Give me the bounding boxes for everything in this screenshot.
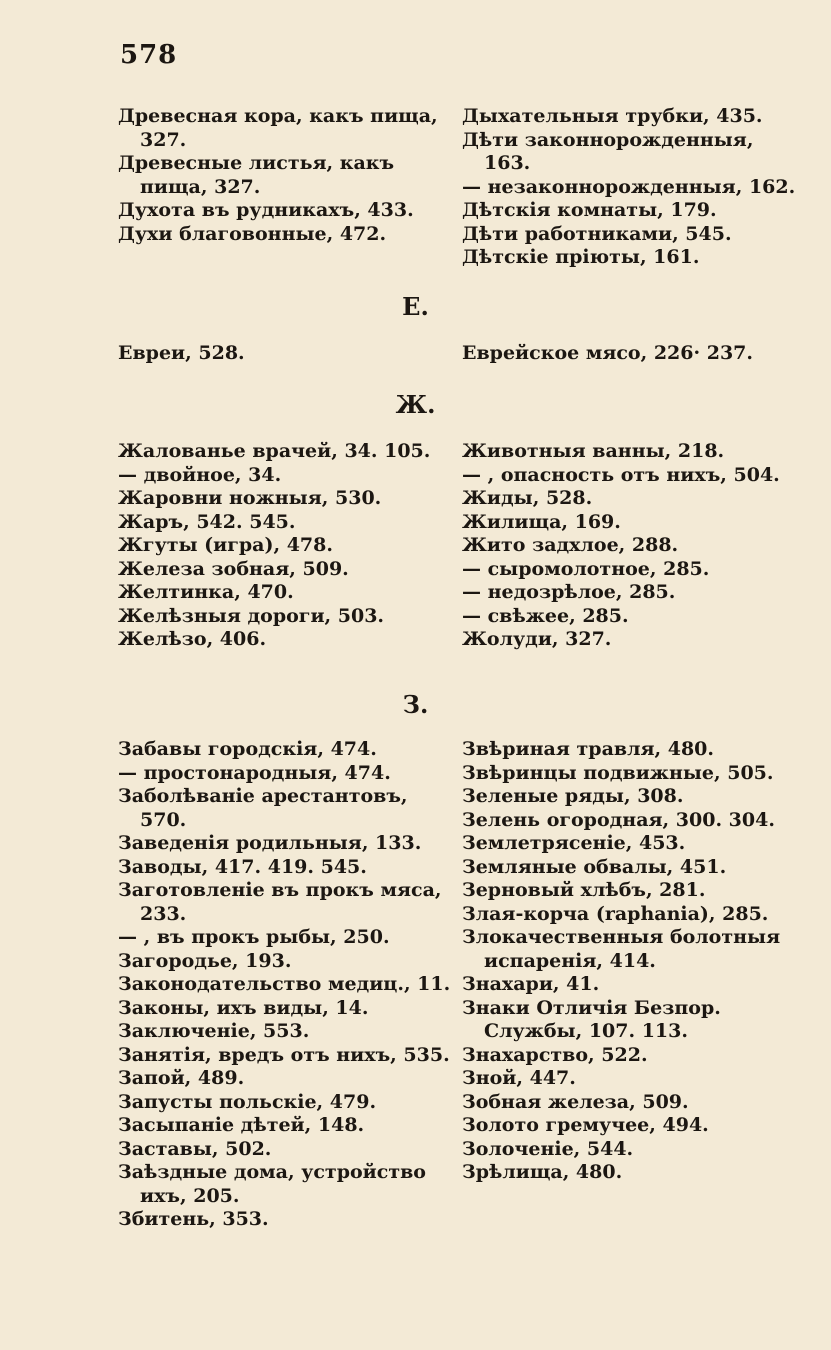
- index-entry: Заводы, 417. 419. 545.: [118, 855, 367, 878]
- index-entry: — свѣжее, 285.: [462, 604, 629, 627]
- index-entry: Зеленые ряды, 308.: [462, 785, 684, 807]
- index-entry: Жиды, 528.: [462, 487, 593, 509]
- index-entry: Земляные обвалы, 451.: [462, 855, 727, 878]
- index-entry: Заведенія родильныя, 133.: [118, 832, 422, 854]
- index-entry: Знаки Отличія Безпор. Службы, 107. 113.: [462, 996, 721, 1042]
- index-entry: Забавы городскія, 474.: [118, 738, 377, 760]
- index-entry: Зрѣлища, 480.: [462, 1161, 623, 1183]
- index-entry: Зной, 447.: [462, 1067, 576, 1089]
- index-entry: Законодательство медиц., 11.: [118, 973, 451, 995]
- index-entry: Желтинка, 470.: [118, 581, 294, 603]
- left-column: [118, 440, 453, 652]
- index-entry: Запусты польскіе, 479.: [118, 1090, 377, 1113]
- index-entry: Духи благовонные, 472.: [118, 222, 387, 245]
- index-entry: Законы, ихъ виды, 14.: [118, 996, 369, 1019]
- index-entry: Знахари, 41.: [462, 973, 600, 995]
- index-entry: Дыхательныя трубки, 435.: [462, 105, 763, 127]
- index-entry: Заставы, 502.: [118, 1137, 272, 1160]
- left-column: [118, 342, 453, 366]
- index-entry: — сыромолотное, 285.: [462, 557, 710, 580]
- index-entry: Золото гремучее, 494.: [462, 1114, 709, 1136]
- index-entry: Запой, 489.: [118, 1067, 245, 1089]
- index-entry: — , въ прокъ рыбы, 250.: [118, 926, 390, 948]
- index-entry: Заготовленіе въ прокъ мяса, 233.: [118, 879, 442, 925]
- index-entry: Желѣзо, 406.: [118, 628, 267, 650]
- index-entry: Збитень, 353.: [118, 1208, 269, 1230]
- index-entry: Злокачественныя болотныя испаренія, 414.: [462, 926, 781, 972]
- left-column: [118, 105, 453, 246]
- index-entry: Злая-корча (raphania), 285.: [462, 902, 769, 925]
- section-letter-zh: Ж.: [395, 390, 436, 419]
- left-column: [118, 738, 453, 1232]
- index-entry: Засыпаніе дѣтей, 148.: [118, 1114, 365, 1136]
- index-entry: Жолуди, 327.: [462, 628, 612, 650]
- right-column: [462, 105, 802, 270]
- index-entry: Зелень огородная, 300. 304.: [462, 808, 775, 831]
- section-letter-z: З.: [402, 690, 429, 719]
- index-entry: Загородье, 193.: [118, 949, 292, 972]
- index-entry: Зобная железа, 509.: [462, 1090, 689, 1113]
- index-entry: Еврейское мясо, 226· 237.: [462, 342, 753, 364]
- index-entry: Землетрясеніе, 453.: [462, 832, 686, 854]
- index-entry: Жалованье врачей, 34. 105.: [118, 440, 431, 462]
- index-entry: Звѣриная травля, 480.: [462, 738, 715, 760]
- index-entry: — недозрѣлое, 285.: [462, 581, 676, 603]
- index-entry: — незаконнорожденныя, 162.: [462, 175, 796, 198]
- index-entry: Жилища, 169.: [462, 510, 621, 533]
- index-entry: Желѣзныя дороги, 503.: [118, 604, 385, 627]
- page-number: 578: [120, 40, 178, 70]
- index-entry: Дѣти законнорожденныя, 163.: [462, 128, 754, 174]
- index-entry: — , опасность отъ нихъ, 504.: [462, 463, 780, 486]
- index-entry: Духота въ рудникахъ, 433.: [118, 199, 414, 221]
- index-entry: Жаровни ножныя, 530.: [118, 487, 382, 509]
- index-entry: — простонародныя, 474.: [118, 761, 391, 784]
- right-column: [462, 342, 802, 366]
- right-column: [462, 440, 802, 652]
- index-entry: Дѣтскія комнаты, 179.: [462, 199, 717, 221]
- index-entry: Дѣтскіе пріюты, 161.: [462, 246, 700, 268]
- index-entry: Евреи, 528.: [118, 342, 245, 364]
- index-entry: Древесные листья, какъ пища, 327.: [118, 152, 395, 198]
- index-entry: Занятія, вредъ отъ нихъ, 535.: [118, 1043, 450, 1066]
- index-entry: Железа зобная, 509.: [118, 557, 349, 580]
- section-letter-e: Е.: [402, 292, 429, 321]
- index-entry: Древесная кора, какъ пища, 327.: [118, 105, 438, 151]
- index-entry: Жгуты (игра), 478.: [118, 534, 333, 556]
- index-entry: Знахарство, 522.: [462, 1043, 648, 1066]
- index-entry: Заболѣваніе арестантовъ, 570.: [118, 785, 408, 831]
- index-entry: Жаръ, 542. 545.: [118, 510, 296, 533]
- index-entry: — двойное, 34.: [118, 463, 282, 486]
- index-entry: Животныя ванны, 218.: [462, 440, 725, 462]
- index-entry: Заѣздные дома, устройство ихъ, 205.: [118, 1161, 426, 1207]
- index-entry: Зерновый хлѣбъ, 281.: [462, 879, 706, 901]
- index-entry: Жито задхлое, 288.: [462, 534, 679, 556]
- index-entry: Звѣринцы подвижные, 505.: [462, 761, 774, 784]
- index-entry: Дѣти работниками, 545.: [462, 222, 732, 245]
- index-entry: Золоченіе, 544.: [462, 1137, 634, 1160]
- right-column: [462, 738, 802, 1185]
- index-entry: Заключеніе, 553.: [118, 1020, 310, 1042]
